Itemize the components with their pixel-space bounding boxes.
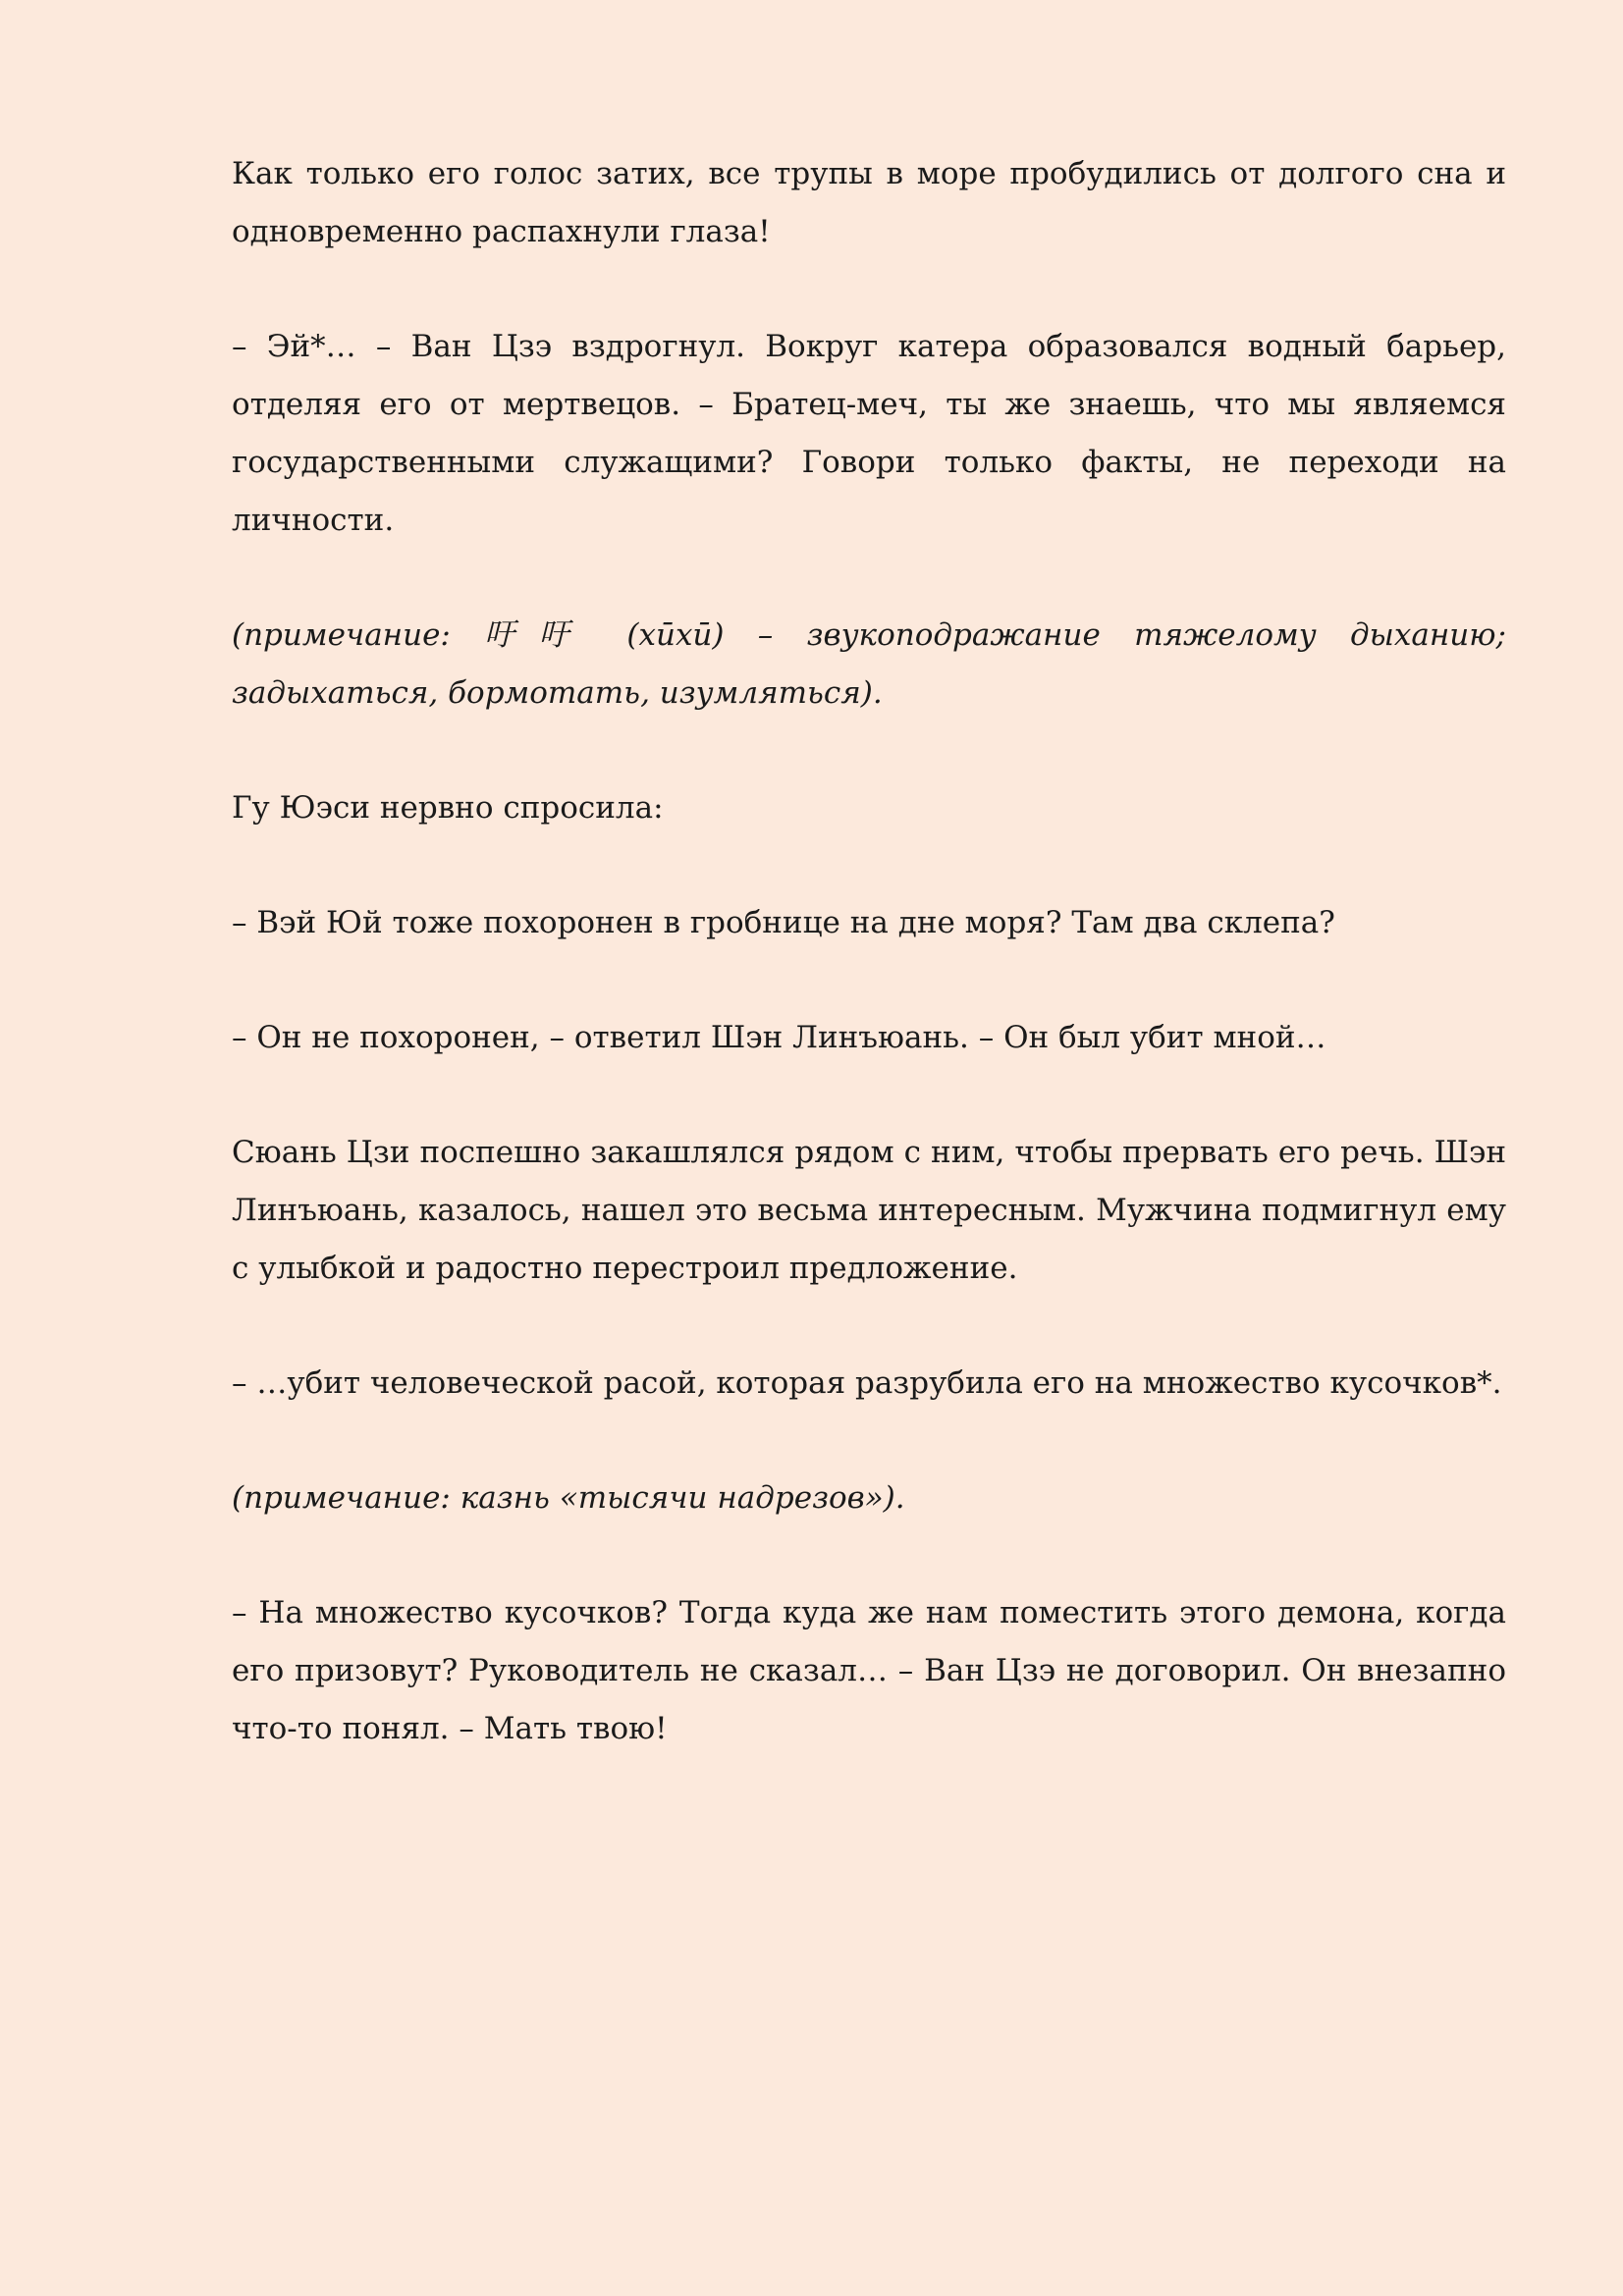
paragraph: – Эй*… – Ван Цзэ вздрогнул. Вокруг катера образовался водный барьер, отделяя его от мертвецов. – Братец-меч, ты же знаешь, что мы являемся государственными служащими? Говори только факты, не переходи на личности. — [232, 329, 1506, 538]
paragraph: Как только его голос затих, все трупы в море пробудились от долгого сна и одновременно распахнули глаза! — [232, 156, 1506, 249]
translator-note: (примечание: 吁吁 (xūxū) – звукоподражание тяжелому дыханию; задыхаться, бормотать, изумляться). — [232, 617, 1506, 711]
text-column — [232, 145, 1506, 1815]
paragraph: – …убит человеческой расой, которая разрубила его на множество кусочков*. — [232, 1365, 1502, 1401]
paragraph: – Вэй Юй тоже похоронен в гробнице на дне моря? Там два склепа? — [232, 905, 1335, 940]
paragraph: Гу Юэси нервно спросила: — [232, 790, 664, 826]
paragraph: – Он не похоронен, – ответил Шэн Линъюань. – Он был убит мной… — [232, 1020, 1326, 1055]
paragraph: Сюань Цзи поспешно закашлялся рядом с ним, чтобы прервать его речь. Шэн Линъюань, казалось, нашел это весьма интересным. Мужчина подмигнул ему с улыбкой и радостно перестроил предложение. — [232, 1135, 1506, 1286]
translator-note: (примечание: казнь «тысячи надрезов»). — [232, 1480, 905, 1516]
paragraph: – На множество кусочков? Тогда куда же нам поместить этого демона, когда его призовут? Руководитель не сказал… – Ван Цзэ не договорил. Он внезапно что-то понял. – Мать твою! — [232, 1595, 1506, 1746]
